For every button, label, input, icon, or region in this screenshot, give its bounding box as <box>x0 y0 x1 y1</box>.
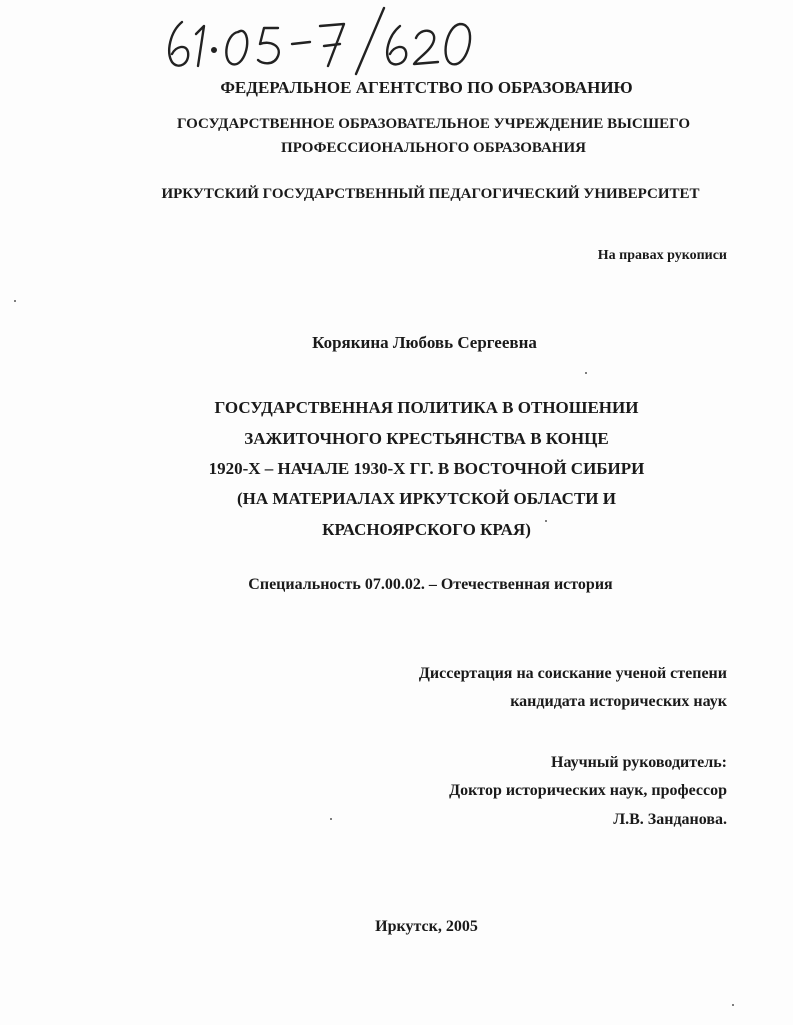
handwritten-archive-number <box>160 4 490 76</box>
degree-line-1: Диссертация на соискание ученой степени <box>418 665 727 682</box>
supervisor-label: Научный руководитель: <box>551 754 727 771</box>
specialty: Специальность 07.00.02. – Отечественная история <box>248 576 613 593</box>
university-name: ИРКУТСКИЙ ГОСУДАРСТВЕННЫЙ ПЕДАГОГИЧЕСКИЙ УНИВЕРСИТЕТ <box>161 186 700 202</box>
scan-speck <box>732 1004 734 1006</box>
dissertation-title-line: КРАСНОЯРСКОГО КРАЯ) <box>322 520 531 539</box>
institution-line-1: ГОСУДАРСТВЕННОЕ ОБРАЗОВАТЕЛЬНОЕ УЧРЕЖДЕНИЕ ВЫСШЕГО <box>176 116 690 132</box>
ministry-heading: ФЕДЕРАЛЬНОЕ АГЕНТСТВО ПО ОБРАЗОВАНИЮ <box>220 78 633 97</box>
dissertation-title-line: (НА МАТЕРИАЛАХ ИРКУТСКОЙ ОБЛАСТИ И <box>236 489 616 508</box>
scan-speck <box>585 372 587 374</box>
author-name: Корякина Любовь Сергеевна <box>312 333 537 352</box>
city-year: Иркутск, 2005 <box>375 918 478 935</box>
dissertation-title-line: ЗАЖИТОЧНОГО КРЕСТЬЯНСТВА В КОНЦЕ <box>244 429 609 448</box>
scan-speck <box>545 520 547 522</box>
dissertation-title-line: 1920-Х – НАЧАЛЕ 1930-Х ГГ. В ВОСТОЧНОЙ СИБИРИ <box>208 459 645 478</box>
degree-line-2: кандидата исторических наук <box>510 693 727 710</box>
supervisor-name: Л.В. Занданова. <box>613 811 727 828</box>
dissertation-title-line: ГОСУДАРСТВЕННАЯ ПОЛИТИКА В ОТНОШЕНИИ <box>214 398 639 417</box>
institution-line-2: ПРОФЕССИОНАЛЬНОГО ОБРАЗОВАНИЯ <box>281 140 586 156</box>
supervisor-title: Доктор исторических наук, профессор <box>449 782 727 799</box>
rights-note: На правах рукописи <box>597 248 727 263</box>
scan-speck <box>330 818 332 820</box>
scan-speck <box>14 300 16 302</box>
